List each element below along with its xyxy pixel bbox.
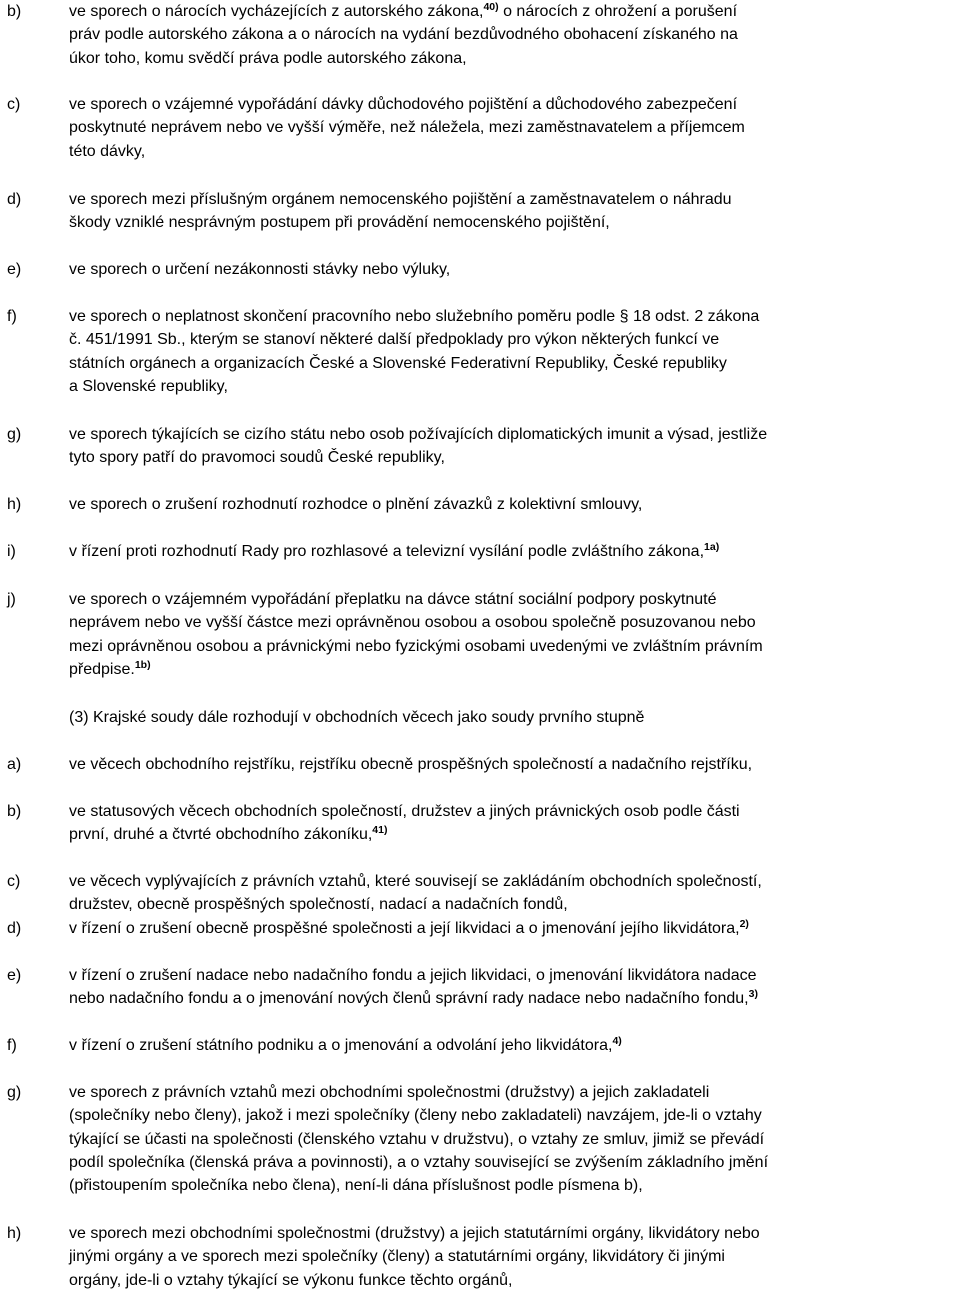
- text-line: poskytnuté neprávem nebo ve vyšší výměře, než náležela, mezi zaměstnavatelem a příjemcem: [69, 119, 745, 137]
- list-item-h: [7, 493, 960, 516]
- list-letter: a): [7, 756, 22, 773]
- list-letter: h): [7, 1225, 22, 1242]
- list-item-text: [69, 0, 960, 70]
- list-item-text: [69, 1222, 960, 1292]
- list-letter: c): [7, 96, 21, 113]
- text-line: ve sporech mezi příslušným orgánem nemocenského pojištění a zaměstnavatelem o náhradu: [69, 191, 732, 208]
- list-item-g: [7, 423, 960, 470]
- text-line: nebo nadačního fondu a o jmenování nových členů správní rady nadace nebo nadačního fondu,: [69, 990, 749, 1008]
- list-item-text: [69, 188, 960, 235]
- list-letter: f): [7, 1037, 17, 1054]
- text-line: mezi oprávněnou osobou a právnickými nebo fyzickými osobami uvedenými ve zvláštním právním: [69, 637, 763, 655]
- list-item-text: [69, 964, 960, 1011]
- footnote-ref: 40): [483, 1, 499, 13]
- text-line: o nárocích z ohrožení a porušení: [498, 3, 738, 20]
- text-line: v řízení o zrušení státního podniku a o jmenování a odvolání jeho likvidátora,: [69, 1037, 613, 1054]
- text-line: státních orgánech a organizacích České a Slovenské Federativní Republiky, České republiky: [69, 354, 727, 372]
- list-item-text: [69, 870, 960, 917]
- list-letter: g): [7, 426, 22, 443]
- list-letter: f): [7, 308, 17, 325]
- list-letter: g): [7, 1084, 22, 1101]
- text-line: ve věcech obchodního rejstříku, rejstříku obecně prospěšných společností a nadačního rejstříku,: [69, 756, 753, 773]
- list-letter: e): [7, 261, 22, 278]
- list-item-text: [69, 800, 960, 847]
- text-line: jinými orgány a ve sporech mezi společníky (členy) a statutárními orgány, likvidátory či jinými: [69, 1248, 725, 1266]
- list-letter: b): [7, 3, 22, 20]
- text-line: ve sporech z právních vztahů mezi obchodními společnostmi (družstvy) a jejich zakladateli: [69, 1084, 710, 1101]
- text-line: škody vzniklé nesprávným postupem při provádění nemocenského pojištění,: [69, 214, 610, 232]
- text-line: předpise.: [69, 660, 135, 678]
- list-letter: i): [7, 543, 16, 560]
- list-item-j: [7, 588, 960, 681]
- list-item-e: [7, 964, 960, 1011]
- list-item-i: [7, 540, 960, 563]
- text-line: týkající se účasti na společnosti (členského vztahu v družstvu), o vztahy ze smluv, jimiž se převádí: [69, 1130, 765, 1148]
- text-line: v řízení o zrušení nadace nebo nadačního fondu a jejich likvidaci, o jmenování likvidátora nadace: [69, 967, 757, 984]
- footnote-ref: 1a): [704, 541, 720, 553]
- list-item-text: [69, 93, 960, 163]
- list-item-a: [7, 753, 960, 776]
- list-item-text: [69, 1034, 960, 1057]
- text-line: (společníky nebo členy), jakož i mezi společníky (členy nebo zakladateli) navzájem, jde-li o vztahy: [69, 1107, 762, 1125]
- text-line: ve věcech vyplývajících z právních vztahů, které souvisejí se zakládáním obchodních společností,: [69, 873, 762, 890]
- text-line: podíl společníka (členská práva a povinnosti), a o vztahy související se zvýšením základního jmění: [69, 1153, 769, 1171]
- list-item-text: [69, 588, 960, 681]
- text-line: orgány, jde-li o vztahy týkající se výkonu funkce těchto orgánů,: [69, 1271, 513, 1289]
- list-item-c: [7, 870, 960, 917]
- list-letter: d): [7, 920, 22, 937]
- text-line: práv podle autorského zákona a o nárocích na vydání bezdůvodného obohacení získaného na: [69, 26, 738, 44]
- text-line: v řízení o zrušení obecně prospěšné společnosti a její likvidaci a o jmenování jejího likvidátora,: [69, 920, 740, 937]
- text-line: a Slovenské republiky,: [69, 377, 228, 395]
- list-item-f: [7, 1034, 960, 1057]
- list-item-text: [69, 1081, 960, 1197]
- list-item-c: [7, 93, 960, 163]
- text-line: ve sporech o neplatnost skončení pracovního nebo služebního poměru podle § 18 odst. 2 zákona: [69, 308, 760, 325]
- list-letter: c): [7, 873, 21, 890]
- footnote-ref: 41): [372, 824, 388, 837]
- text-line: č. 451/1991 Sb., kterým se stanoví některé další předpoklady pro výkon některých funkcí ve: [69, 331, 720, 349]
- list-item-d: [7, 917, 960, 940]
- list-item-b: [7, 800, 960, 847]
- list-item-text: [69, 540, 960, 563]
- list-letter: j): [7, 591, 16, 608]
- text-line: ve sporech mezi obchodními společnostmi (družstvy) a jejich statutárními orgány, likvidátory nebo: [69, 1225, 760, 1242]
- list-letter: d): [7, 191, 22, 208]
- footnote-ref: 2): [739, 918, 749, 930]
- text-line: první, druhé a čtvrté obchodního zákoníku,: [69, 826, 373, 844]
- list-item-b: [7, 0, 960, 70]
- list-item-text: [69, 305, 960, 398]
- list-item-g: [7, 1081, 960, 1197]
- footnote-ref: 3): [748, 988, 758, 1001]
- text-line: (přistoupením společníka nebo člena), není-li dána příslušnost podle písmena b),: [69, 1177, 643, 1195]
- text-line: ve sporech o určení nezákonnosti stávky nebo výluky,: [69, 261, 451, 278]
- text-line: neprávem nebo ve vyšší částce mezi oprávněnou osobou a osobou společně posuzovanou nebo: [69, 614, 756, 632]
- list-item-text: [69, 493, 960, 516]
- list-item-text: [69, 258, 960, 281]
- list-item-f: [7, 305, 960, 398]
- list-item-text: [69, 917, 960, 940]
- list-letter: e): [7, 967, 22, 984]
- text-line: ve statusových věcech obchodních společností, družstev a jiných právnických osob podle části: [69, 803, 740, 820]
- text-line: této dávky,: [69, 142, 146, 160]
- list-item-d: [7, 188, 960, 235]
- list-item-e: [7, 258, 960, 281]
- paragraph-3: (3) Krajské soudy dále rozhodují v obchodních věcech jako soudy prvního stupně: [69, 709, 645, 726]
- text-line: družstev, obecně prospěšných společností, nadací a nadačních fondů,: [69, 896, 568, 914]
- text-line: v řízení proti rozhodnutí Rady pro rozhlasové a televizní vysílání podle zvláštního zákona,: [69, 543, 705, 560]
- text-line: ve sporech o vzájemné vypořádání dávky důchodového pojištění a důchodového zabezpečení: [69, 96, 738, 113]
- list-letter: b): [7, 803, 22, 820]
- text-line: úkor toho, komu svědčí práva podle autorského zákona,: [69, 49, 467, 67]
- list-item-h: [7, 1222, 960, 1292]
- footnote-ref: 1b): [134, 658, 151, 671]
- list-item-text: [69, 753, 960, 776]
- list-item-text: [69, 423, 960, 470]
- list-letter: h): [7, 496, 22, 513]
- text-line: ve sporech o vzájemném vypořádání přeplatku na dávce státní sociální podpory poskytnuté: [69, 591, 717, 608]
- text-line: ve sporech týkajících se cizího státu nebo osob požívajících diplomatických imunit a výsad, jestliže: [69, 426, 768, 443]
- text-line: tyto spory patří do pravomoci soudů České republiky,: [69, 449, 445, 467]
- text-line: ve sporech o zrušení rozhodnutí rozhodce o plnění závazků z kolektivní smlouvy,: [69, 496, 643, 513]
- text-line: ve sporech o nárocích vycházejících z autorského zákona,: [69, 3, 484, 20]
- footnote-ref: 4): [612, 1035, 622, 1047]
